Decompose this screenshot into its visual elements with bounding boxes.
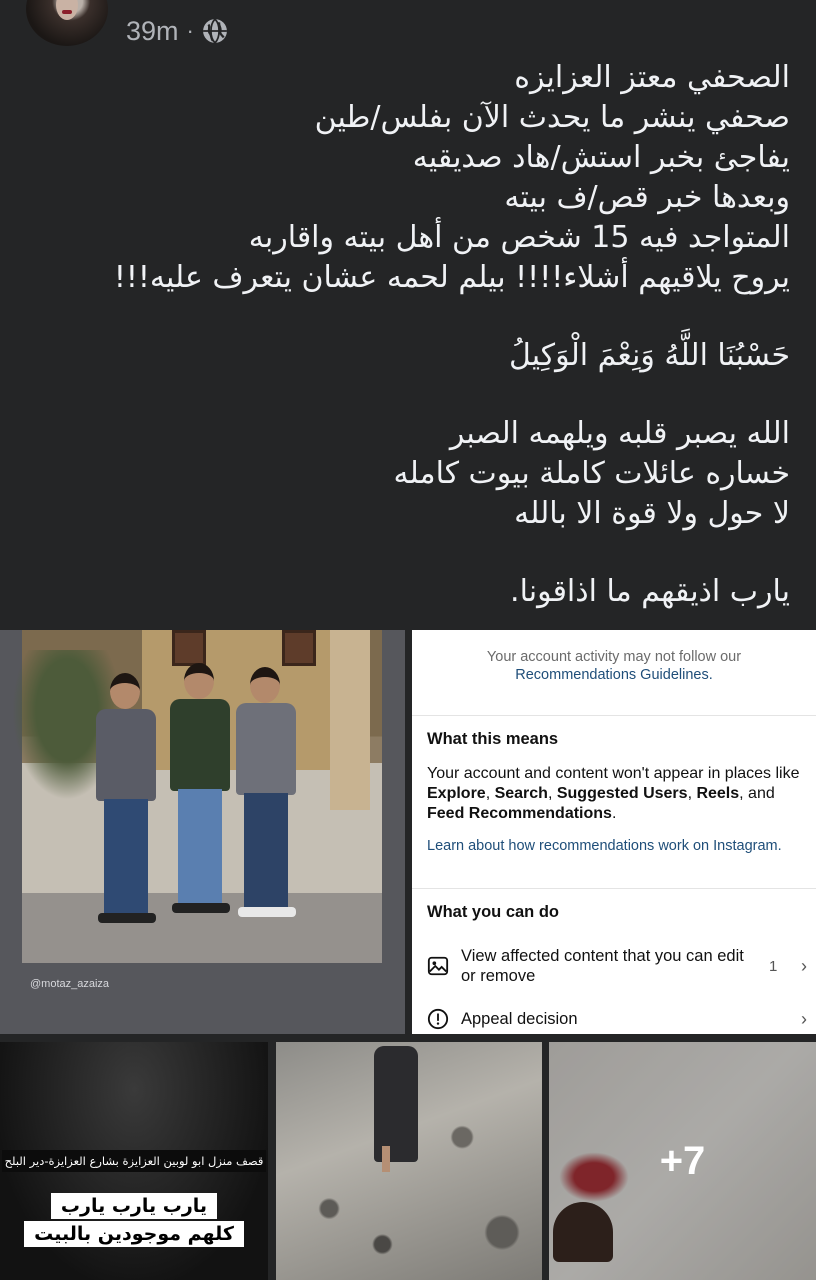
person-legs [244,793,288,909]
prayer-caption [0,1192,268,1248]
person-leg [382,1146,390,1172]
paragraph-gap [30,376,790,414]
body-feed: Feed Recommendations [427,805,612,822]
person-legs [104,799,148,915]
post-timestamp[interactable]: 39m [126,15,179,46]
paragraph-gap [30,298,790,336]
prayer-line: كلهم موجودين بالبيت [24,1221,244,1247]
photo-more[interactable] [549,1042,816,1280]
person-legs [178,789,222,905]
post-line: لا حول ولا قوة الا بالله [514,496,790,531]
chevron-right-icon: › [801,955,807,976]
divider [412,715,816,716]
photo-caption: @motaz_azaiza [30,978,110,990]
person-shoes [172,903,230,913]
learn-more-link[interactable]: Learn about how recommendations work on Instagram. [427,838,782,854]
profile-avatar[interactable] [26,0,108,46]
notice-line: Your account activity may not follow our [486,649,742,665]
video-banner: قصف منزل ابو لوبين العزايزة بشارع العزايزة-دير البلح [2,1150,266,1172]
post-line: يارب اذيقهم ما اذاقونا. [510,574,790,609]
alert-icon [427,1008,449,1030]
post-meta [126,14,228,48]
body-and: and [748,785,775,802]
video-frame-prayer[interactable] [0,1042,268,1280]
view-affected-label: View affected content that you can edit or remove [461,947,744,985]
person-figure [234,667,298,917]
divider [412,888,816,889]
photo-window [172,630,206,666]
guidelines-link[interactable]: Recommendations Guidelines. [515,667,713,683]
affected-count: 1 [769,957,778,975]
post-line: المتواجد فيه 15 شخص من أهل بيته واقاربه [248,220,790,255]
photo-rubble[interactable] [276,1042,542,1280]
appeal-label: Appeal decision [461,1010,578,1028]
paragraph-gap [30,534,790,572]
person-figure [168,663,232,913]
person-shoes [98,913,156,923]
person-figure [374,1046,418,1162]
post-line: الصحفي معتز العزايزه [514,60,790,95]
body-reels: Reels [696,785,740,802]
media-grid [0,630,816,1280]
post-header [0,0,816,62]
body-explore: Explore [427,785,486,802]
person-figure [94,673,158,923]
instagram-notice-screenshot[interactable] [412,630,816,1034]
image-icon [427,955,449,977]
more-photos-count: +7 [659,1138,706,1183]
person-torso [236,703,296,795]
photo-window [282,630,316,666]
person-head [250,667,280,703]
avatar-lips [62,10,72,14]
person-head [184,663,214,699]
photo-image [22,630,382,963]
notice-text [412,648,816,684]
post-line: خساره عائلات كاملة بيوت كامله [393,456,790,491]
person-shoes [238,907,296,917]
prayer-line: يارب يارب يارب [51,1193,217,1219]
photo-pillar [330,630,370,810]
post-line: الله يصبر قلبه ويلهمه الصبر [449,416,790,451]
post-body-text [30,58,790,612]
person-torso [96,709,156,801]
post-line: صحفي ينشر ما يحدث الآن بفلس/طين [314,100,790,135]
restriction-description: Your account and content won't appear in places like Explore, Search, Suggested Users, Reels, and Feed Recommendations. [427,765,800,822]
body-text: Your account and content won't appear in places like [427,765,800,782]
post-line: يروح يلاقيهم أشلاء!!!! بيلم لحمه عشان يتعرف عليه!!! [113,260,790,295]
globe-icon [202,18,228,44]
post-line: وبعدها خبر قص/ف بيته [504,180,790,215]
chevron-right-icon: › [801,1008,807,1029]
body-search: Search [494,785,548,802]
post-line: يفاجئ بخبر استش/هاد صديقيه [412,140,790,175]
what-you-can-do-heading: What you can do [427,903,559,921]
body-suggested: Suggested Users [556,785,688,802]
meta-separator: · [186,18,194,43]
person-head [110,673,140,709]
post-line: حَسْبُنَا اللَّهُ وَنِعْمَ الْوَكِيلُ [509,338,790,373]
photo-three-men[interactable] [0,630,405,1034]
view-affected-content-row[interactable] [427,946,807,986]
person-torso [170,699,230,791]
appeal-decision-row[interactable] [427,1008,807,1030]
what-this-means-heading: What this means [427,730,559,748]
